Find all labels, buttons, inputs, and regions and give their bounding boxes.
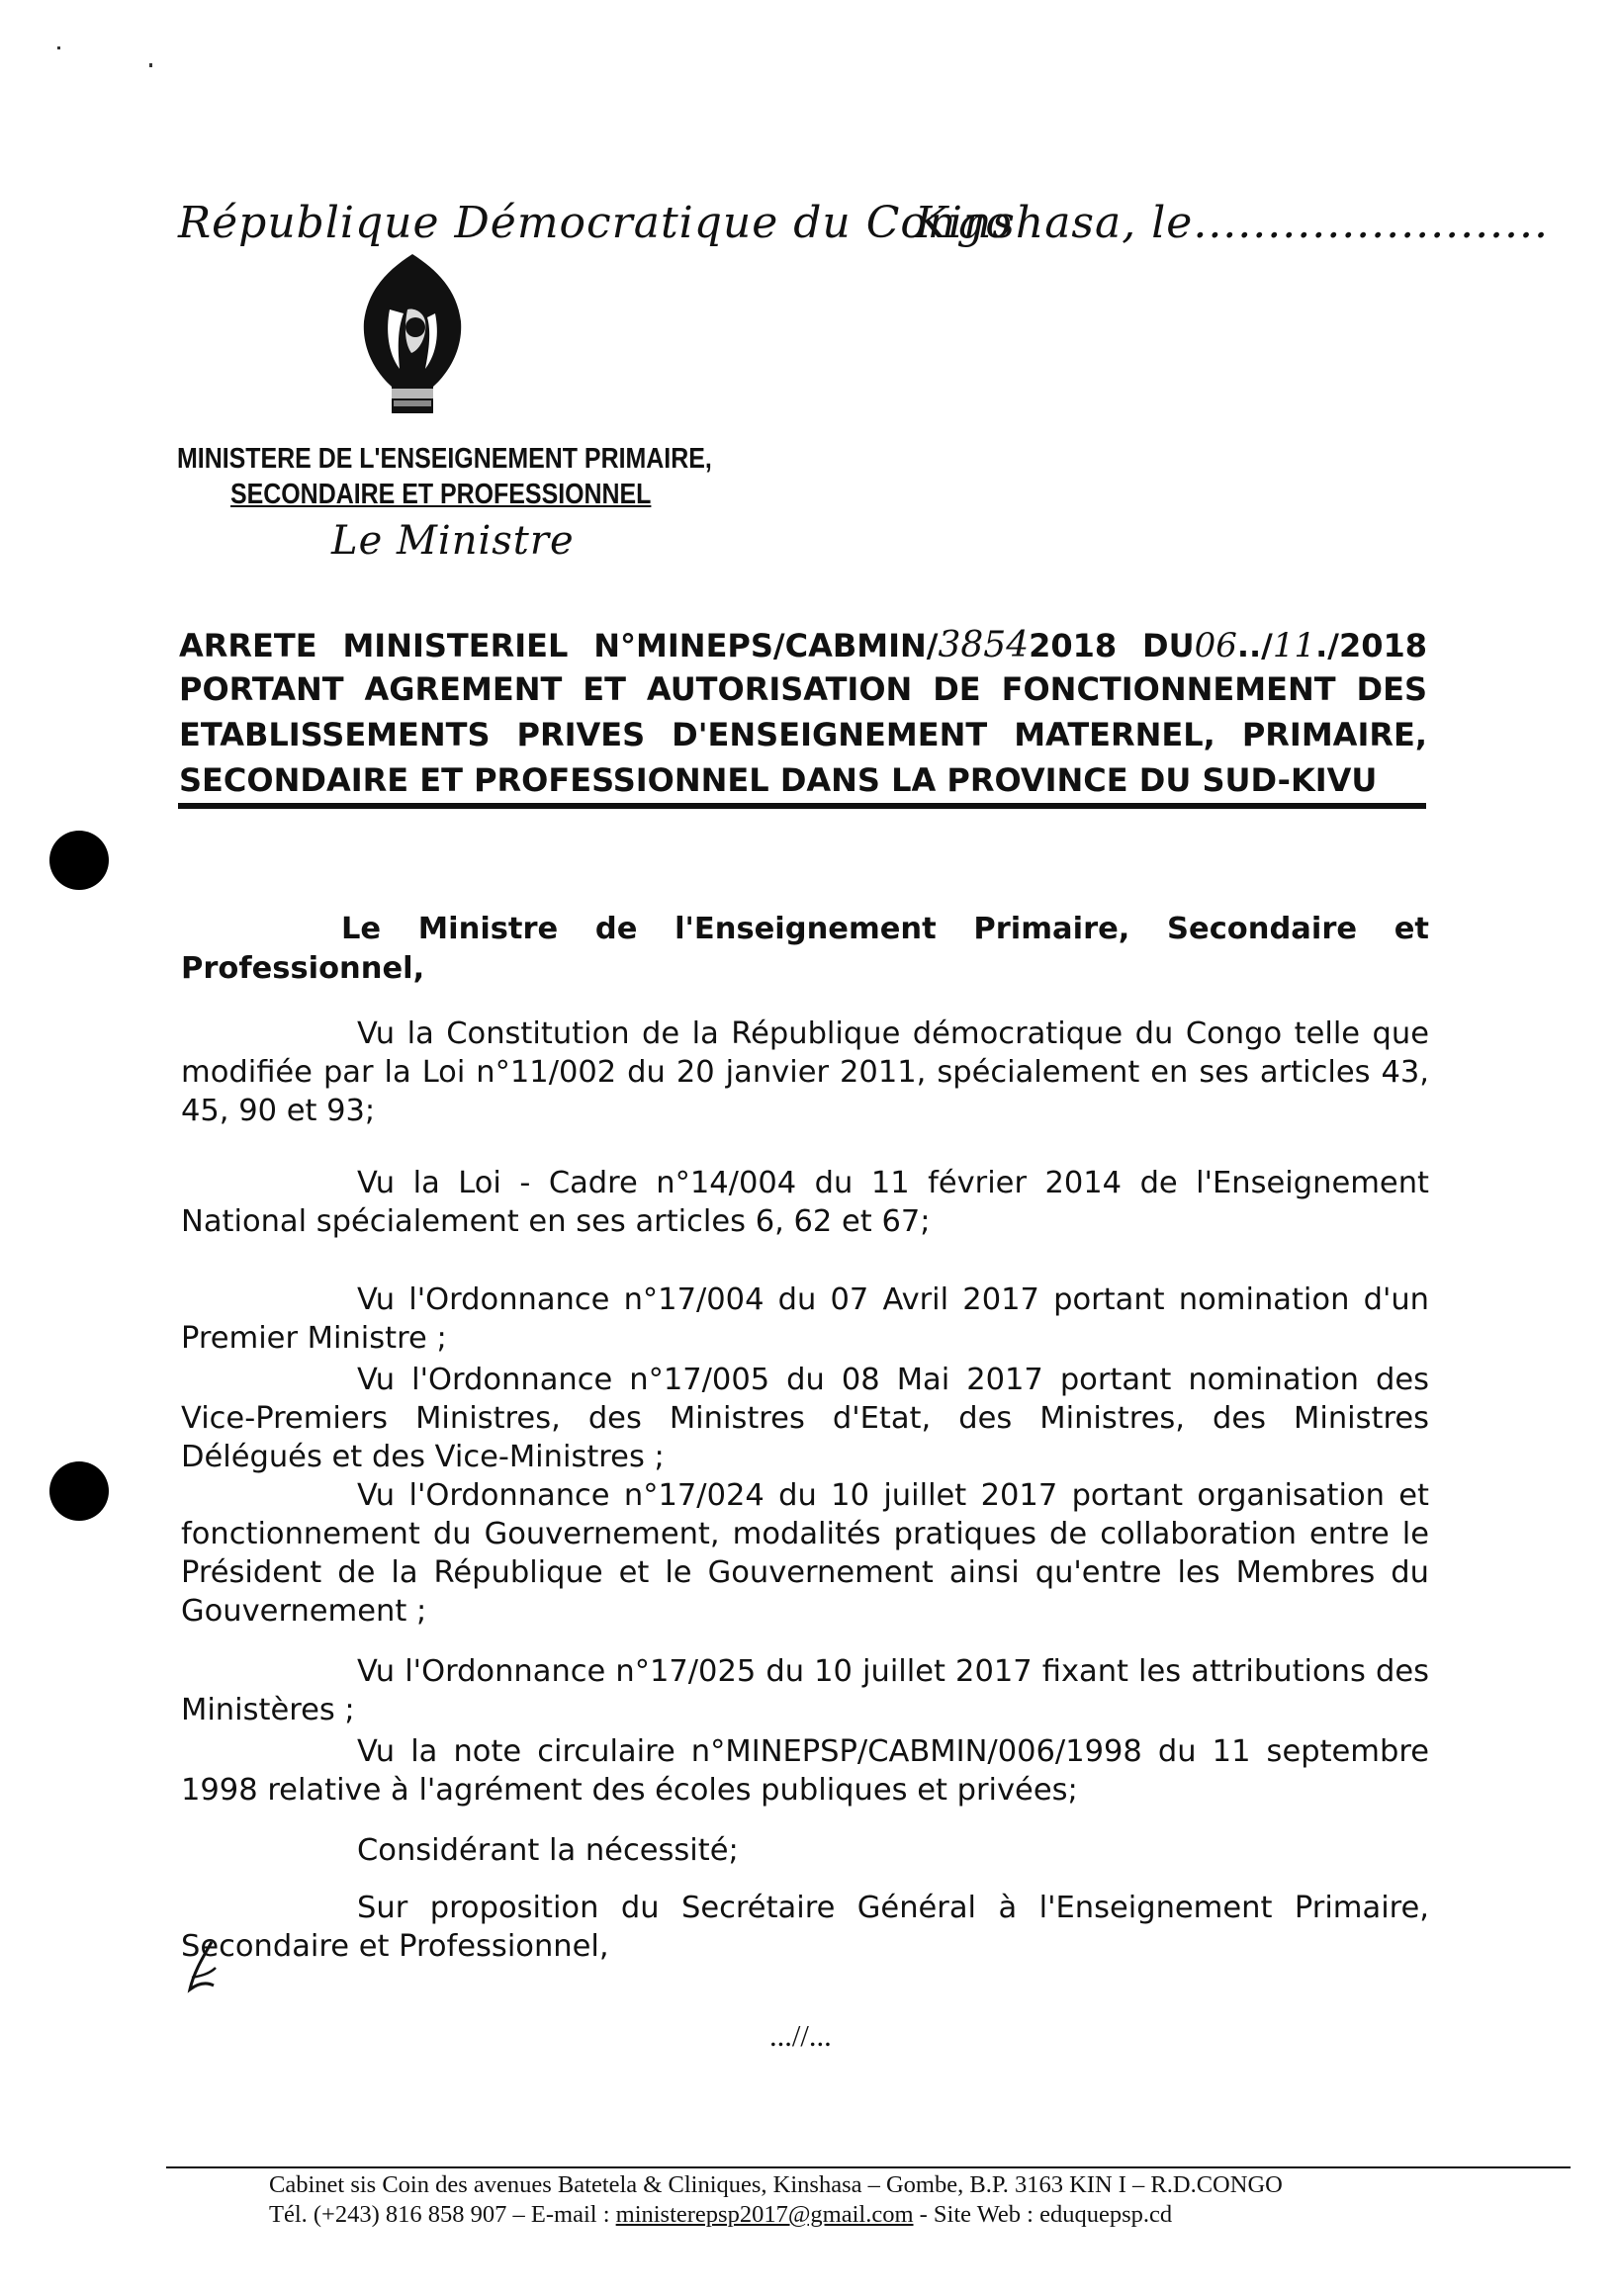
- ministry-name-line2: SECONDAIRE ET PROFESSIONNEL: [230, 479, 652, 510]
- footer-rule: [166, 2166, 1571, 2168]
- place-date-line: Kinshasa, le........................: [915, 198, 1549, 248]
- footer-contact: [269, 2201, 1172, 2229]
- page-continuation-mark: ...//...: [769, 2019, 832, 2053]
- signatory-title: Le Ministre: [331, 518, 575, 564]
- handwritten-day: 06: [1194, 626, 1237, 665]
- recital-ordonnance-17-004: Vu l'Ordonnance n°17/004 du 07 Avril 2017 portant nomination d'un Premier Ministre ;: [181, 1282, 1429, 1356]
- punch-hole: [49, 1461, 109, 1521]
- handwritten-decree-number: 3854: [938, 625, 1030, 665]
- decree-title-line2: PORTANT AGREMENT ET AUTORISATION DE FONCTIONNEMENT DES: [179, 670, 1427, 708]
- decree-title-line3: ETABLISSEMENTS PRIVES D'ENSEIGNEMENT MATERNEL, PRIMAIRE,: [179, 716, 1427, 753]
- footer-website: - Site Web : eduquepsp.cd: [913, 2201, 1173, 2228]
- ministry-name-line1: MINISTERE DE L'ENSEIGNEMENT PRIMAIRE,: [177, 443, 712, 475]
- footer-email-link[interactable]: ministerepsp2017@gmail.com: [615, 2201, 914, 2228]
- decree-title-mid: 2018 DU: [1029, 627, 1195, 664]
- decree-title-line1: [179, 625, 1427, 665]
- scan-speck: [149, 63, 152, 67]
- recital-ordonnance-17-005: Vu l'Ordonnance n°17/005 du 08 Mai 2017 portant nomination des Vice-Premiers Ministres, des Ministres d'Etat, des Ministres, des Ministres Délégués et des Vice-Ministres ;: [181, 1363, 1429, 1474]
- decree-number-prefix: ARRETE MINISTERIEL N°MINEPS/CABMIN/: [179, 627, 939, 664]
- footer-phone: Tél. (+243) 816 858 907 – E-mail :: [269, 2201, 616, 2228]
- intro-line2: Professionnel,: [181, 951, 425, 986]
- recital-proposition: Sur proposition du Secrétaire Général à l'Enseignement Primaire, Secondaire et Professionnel,: [181, 1891, 1429, 1964]
- recital-note-circulaire: Vu la note circulaire n°MINEPSP/CABMIN/006/1998 du 11 septembre 1998 relative à l'agrément des écoles publiques et privées;: [181, 1734, 1429, 1808]
- handwritten-initial: [184, 1938, 224, 1997]
- recital-considerant: Considérant la nécessité;: [357, 1833, 739, 1868]
- decree-year: 2018: [1338, 627, 1428, 664]
- scan-speck: [57, 46, 60, 49]
- recital-constitution: Vu la Constitution de la République démocratique du Congo telle que modifiée par la Loi n°11/002 du 20 janvier 2011, spécialement en ses articles 43, 45, 90 et 93;: [181, 1016, 1429, 1128]
- recital-ordonnance-17-025: Vu l'Ordonnance n°17/025 du 10 juillet 2017 fixant les attributions des Ministères ;: [181, 1654, 1429, 1727]
- title-underline: [178, 803, 1426, 809]
- handwritten-month: 11: [1272, 626, 1316, 665]
- footer-address: Cabinet sis Coin des avenues Batetela & Cliniques, Kinshasa – Gombe, B.P. 3163 KIN I – R.D.CONGO: [269, 2171, 1283, 2198]
- country-name: République Démocratique du Congo: [178, 198, 1013, 248]
- recital-loi-cadre: Vu la Loi - Cadre n°14/004 du 11 février 2014 de l'Enseignement National spécialement en ses articles 6, 62 et 67;: [181, 1166, 1429, 1239]
- coat-of-arms-emblem: [348, 250, 477, 416]
- recital-ordonnance-17-024: Vu l'Ordonnance n°17/024 du 10 juillet 2017 portant organisation et fonctionnement du Gouvernement, modalités pratiques de collaboration entre le Président de la République et le Gouvernement ainsi qu'entre les Membres du Gouvernement ;: [181, 1478, 1429, 1629]
- intro-line1: Le Ministre de l'Enseignement Primaire, Secondaire et: [341, 912, 1429, 946]
- punch-hole: [49, 831, 109, 890]
- date-separator: ../: [1236, 627, 1273, 664]
- decree-title-line4: SECONDAIRE ET PROFESSIONNEL DANS LA PROVINCE DU SUD-KIVU: [179, 761, 1378, 799]
- date-separator: ./: [1315, 627, 1339, 664]
